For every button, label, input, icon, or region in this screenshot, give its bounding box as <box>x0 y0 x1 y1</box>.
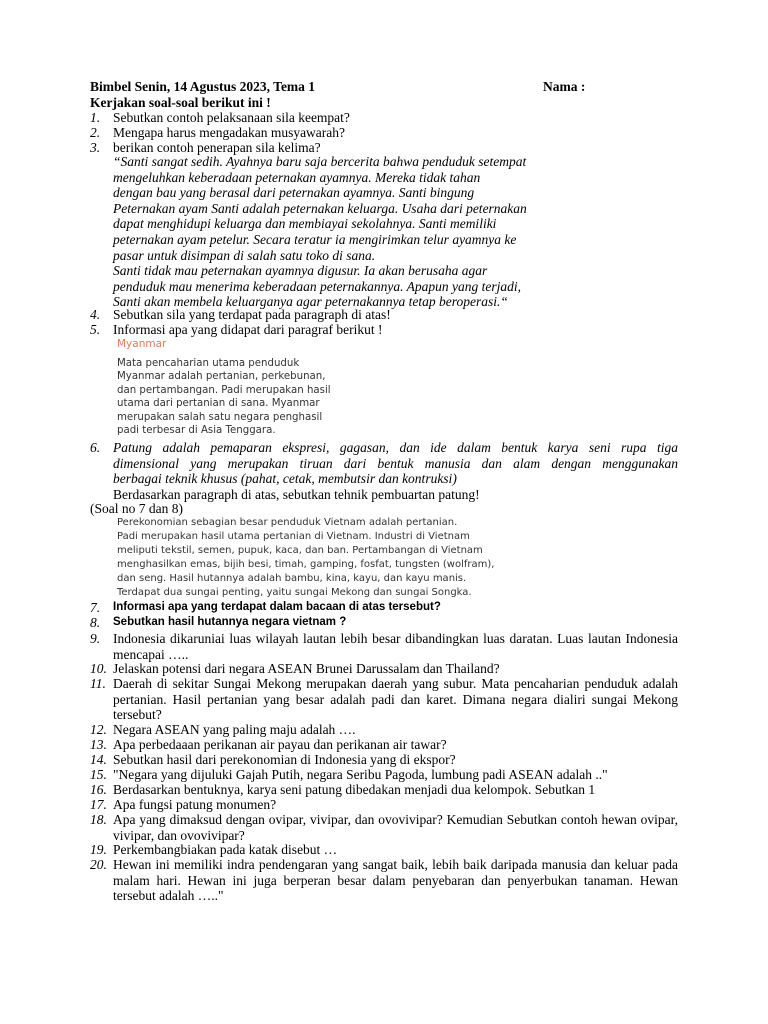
story-line: penduduk mau menerima keberadaan peternakannya. Apapun yang terjadi, <box>113 278 522 294</box>
question-number: 20. <box>90 857 107 872</box>
question-6-paragraph <box>113 440 678 502</box>
question-18 <box>90 812 678 843</box>
question-text: Sebutkan sila yang terdapat pada paragraph di atas! <box>113 307 391 322</box>
question-number: 8. <box>90 615 101 630</box>
question-20 <box>90 857 678 904</box>
excerpt-line: utama dari pertanian di sana. Myanmar <box>117 398 320 409</box>
question-16 <box>90 782 678 798</box>
story-line: dapat menghidupi keluarga dan membiayai sekolahnya. Santi memiliki <box>113 216 497 232</box>
question-text: Apa perbedaaan perikanan air payau dan perikanan air tawar? <box>113 737 447 752</box>
question-7 <box>90 600 678 616</box>
story-paragraph <box>113 154 593 310</box>
question-text: Indonesia dikaruniai luas wilayah lautan lebih besar dibandingkan luas daratan. Luas lautan Indonesia mencapai ….. <box>113 631 678 662</box>
question-14 <box>90 752 678 768</box>
header-title: Bimbel Senin, 14 Agustus 2023, Tema 1 <box>90 79 316 94</box>
story-line: Peternakan ayam Santi adalah peternakan keluarga. Usaha dari peternakan <box>113 200 527 216</box>
question-text: Berdasarkan paragraph di atas, sebutkan tehnik pembuartan patung! <box>113 486 480 502</box>
excerpt-line: Mata pencaharian utama penduduk <box>117 357 300 369</box>
question-10 <box>90 661 678 677</box>
vietnam-excerpt-image <box>117 516 517 600</box>
question-13 <box>90 737 678 753</box>
story-line: Santi akan membela keluarganya agar peternakannya tetap beroperasi.“ <box>113 294 508 310</box>
question-text: Sebutkan contoh pelaksanaan sila keempat? <box>113 110 350 125</box>
question-15 <box>90 767 678 783</box>
excerpt-line: padi terbesar di Asia Tenggara. <box>117 425 276 436</box>
question-number: 7. <box>90 600 101 615</box>
excerpt-line: meliputi tekstil, semen, pupuk, kaca, dan ban. Pertambangan di Vietnam <box>117 545 483 556</box>
question-text: Informasi apa yang didapat dari paragraf berikut ! <box>113 322 383 337</box>
question-number: 12. <box>90 722 107 737</box>
question-text: Jelaskan potensi dari negara ASEAN Brunei Darussalam dan Thailand? <box>113 661 500 676</box>
excerpt-line: dan pertambangan. Padi merupakan hasil <box>117 384 331 396</box>
question-number: 15. <box>90 767 107 782</box>
question-number: 4. <box>90 307 101 322</box>
question-number: 1. <box>90 110 101 125</box>
story-line: “Santi sangat sedih. Ayahnya baru saja bercerita bahwa penduduk setempat <box>113 154 527 169</box>
question-text: Daerah di sekitar Sungai Mekong merupakan daerah yang subur. Mata pencaharian penduduk adalah pertanian. Hasil pertanian yang besar adalah padi dan karet. Dimana negara dialiri sungai Mekong tersebut? <box>113 676 678 723</box>
question-12 <box>90 722 678 738</box>
question-number: 18. <box>90 812 107 827</box>
paragraph-line: berbagai teknik khusus (pahat, cetak, membutsir dan kontruksi) <box>113 471 457 487</box>
question-number: 14. <box>90 752 107 767</box>
header <box>90 79 690 95</box>
question-number: 5. <box>90 322 101 337</box>
soal-note: (Soal no 7 dan 8) <box>90 501 183 516</box>
question-8 <box>90 615 678 631</box>
question-number: 3. <box>90 140 101 155</box>
question-number: 13. <box>90 737 107 752</box>
paragraph-line: dimensional yang merupakan tiruan dari bentuk manusia dan alam dengan menggunakan <box>113 455 678 471</box>
question-text: Apa yang dimaksud dengan ovipar, vivipar, dan ovovivipar? Kemudian Sebutkan contoh hewan ovipar, vivipar, dan ovovivipar? <box>113 812 678 843</box>
question-text: Mengapa harus mengadakan musyawarah? <box>113 125 346 140</box>
instruction: Kerjakan soal-soal berikut ini ! <box>90 95 271 110</box>
excerpt-line: Padi merupakan hasil utama pertanian di Vietnam. Industri di Vietnam <box>117 531 470 542</box>
excerpt-line: Myanmar adalah pertanian, perkebunan, <box>117 371 326 382</box>
question-number: 11. <box>90 676 106 691</box>
question-text: "Negara yang dijuluki Gajah Putih, negara Seribu Pagoda, lumbung padi ASEAN adalah .." <box>113 767 608 782</box>
question-5 <box>90 322 678 338</box>
question-number: 9. <box>90 631 101 646</box>
excerpt-line: Perekonomian sebagian besar penduduk Vietnam adalah pertanian. <box>117 517 458 528</box>
question-text: Informasi apa yang terdapat dalam bacaan di atas tersebut? <box>113 601 441 613</box>
story-line: pasar untuk disimpan di salah satu toko di sana. <box>113 247 376 263</box>
question-number: 10. <box>90 661 107 676</box>
story-line: dengan bau yang berasal dari peternakan ayamnya. Santi bingung <box>113 185 475 201</box>
question-number: 6. <box>90 440 101 455</box>
excerpt-line: Terdapat dua sungai penting, yaitu sungai Mekong dan sungai Songka. <box>117 587 472 598</box>
story-line: mengeluhkan keberadaan peternakan ayamnya. Mereka tidak tahan <box>113 169 481 185</box>
question-text: Berdasarkan bentuknya, karya seni patung dibedakan menjadi dua kelompok. Sebutkan 1 <box>113 782 596 797</box>
question-19 <box>90 842 678 858</box>
paragraph-line: Patung adalah pemaparan ekspresi, gagasan, dan ide dalam bentuk karya seni rupa tiga <box>113 440 678 455</box>
myanmar-title: Myanmar <box>117 338 167 350</box>
question-text: Sebutkan hasil dari perekonomian di Indonesia yang di ekspor? <box>113 752 456 767</box>
question-text: Perkembangbiakan pada katak disebut … <box>113 842 338 857</box>
question-number: 19. <box>90 842 107 857</box>
excerpt-line: dan seng. Hasil hutannya adalah bambu, kina, kayu, dan kayu manis. <box>117 573 467 584</box>
question-number: 2. <box>90 125 101 140</box>
question-number: 17. <box>90 797 107 812</box>
question-text: berikan contoh penerapan sila kelima? <box>113 140 321 155</box>
question-4 <box>90 307 678 323</box>
excerpt-line: menghasilkan emas, bijih besi, timah, gamping, fosfat, tungsten (wolfram), <box>117 559 495 570</box>
question-text: Sebutkan hasil hutannya negara vietnam ? <box>113 616 347 628</box>
question-text: Hewan ini memiliki indra pendengaran yang sangat baik, lebih baik daripada manusia dan keluar pada malam hari. Hewan ini juga berperan besar dalam penyebaran dan penyerbukan tanaman. Hewan tersebut adalah ….." <box>113 857 678 904</box>
question-text: Apa fungsi patung monumen? <box>113 797 277 812</box>
question-9 <box>90 631 678 662</box>
story-line: Santi tidak mau peternakan ayamnya digusur. Ia akan berusaha agar <box>113 263 488 279</box>
question-number: 16. <box>90 782 107 797</box>
name-label: Nama : <box>543 79 586 94</box>
question-text: Negara ASEAN yang paling maju adalah …. <box>113 722 356 737</box>
question-17 <box>90 797 678 813</box>
question-11 <box>90 676 678 723</box>
question-2 <box>90 125 678 141</box>
question-1 <box>90 110 678 126</box>
story-line: peternakan ayam petelur. Secara teratur ia mengirimkan telur ayamnya ke <box>113 231 517 247</box>
excerpt-line: merupakan salah satu negara penghasil <box>117 411 323 423</box>
myanmar-excerpt-image <box>117 338 367 438</box>
